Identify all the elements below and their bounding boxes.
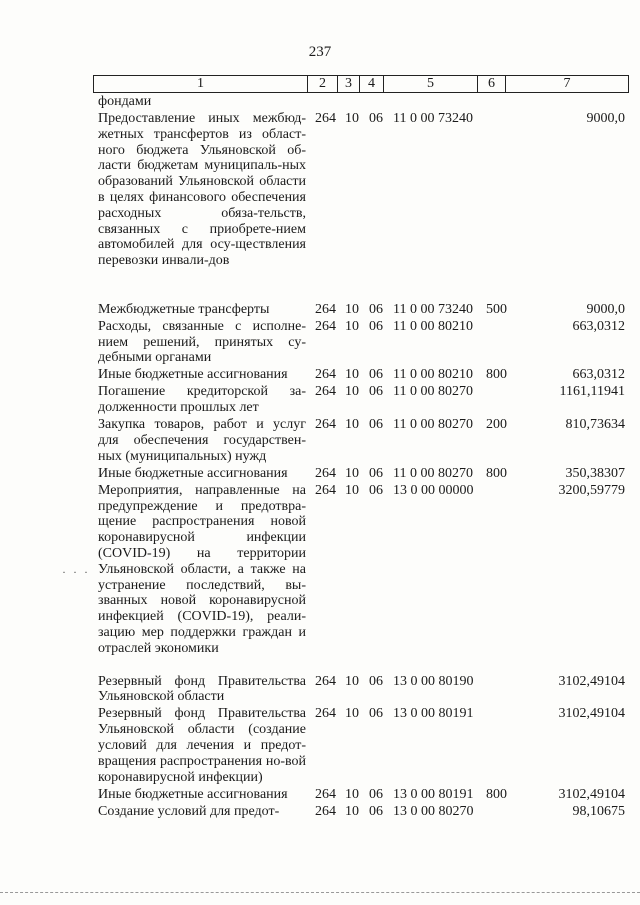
row-c3-value: 10	[345, 706, 359, 722]
row-c4-value: 06	[369, 482, 383, 498]
table-row	[0, 466, 640, 483]
row-c3-value: 10	[345, 803, 359, 819]
row-c7-value: 9000,0	[586, 301, 625, 317]
row-c7-value: 3102,49104	[558, 673, 625, 689]
row-c2-value: 264	[315, 803, 336, 819]
row-description: Межбюджетные трансферты	[98, 301, 270, 317]
row-c5-value: 11 0 00 73240	[393, 301, 473, 317]
table-body	[0, 94, 640, 821]
row-description: Резервный фонд Правительства Ульяновской области	[98, 673, 306, 705]
row-c7-value: 98,10675	[572, 803, 625, 819]
row-c5-value: 13 0 00 80191	[393, 706, 474, 722]
table-row	[0, 111, 640, 302]
row-c7-value: 1161,11941	[559, 384, 625, 400]
row-c3-value: 10	[345, 301, 359, 317]
row-c4-value: 06	[369, 786, 383, 802]
row-c4-value: 06	[369, 301, 383, 317]
margin-dots: · · ·	[62, 565, 90, 579]
row-c2-value: 264	[315, 482, 336, 498]
row-c6-value: 800	[486, 465, 507, 481]
row-description: Расходы, связанные с исполне-нием решений, принятых су-дебными органами	[98, 318, 306, 366]
row-c3-value: 10	[345, 111, 359, 126]
row-c7-value: 3102,49104	[558, 706, 625, 722]
row-c6-value: 200	[486, 417, 507, 433]
row-c2-value: 264	[315, 318, 336, 334]
table-row	[0, 483, 640, 674]
row-description: фондами	[98, 94, 152, 109]
header-col-5: 5	[384, 76, 478, 92]
header-col-3: 3	[338, 76, 360, 92]
row-description: Закупка товаров, работ и услуг для обеспечения государствен-ных (муниципальных) нужд	[98, 417, 306, 464]
table-row	[0, 787, 640, 804]
row-c4-value: 06	[369, 384, 383, 400]
header-col-2: 2	[308, 76, 338, 92]
row-c5-value: 11 0 00 80270	[393, 465, 473, 481]
header-col-6: 6	[478, 76, 506, 92]
row-c6-value: 800	[486, 367, 507, 383]
table-row	[0, 319, 640, 368]
table-header	[93, 75, 629, 93]
row-c5-value: 11 0 00 80270	[393, 417, 473, 433]
row-description: Иные бюджетные ассигнования	[98, 465, 288, 481]
header-col-4: 4	[360, 76, 384, 92]
row-c4-value: 06	[369, 706, 383, 722]
row-c2-value: 264	[315, 786, 336, 802]
row-c5-value: 13 0 00 80270	[393, 803, 474, 819]
row-c5-value: 11 0 00 73240	[393, 111, 473, 126]
row-c3-value: 10	[345, 384, 359, 400]
row-c5-value: 13 0 00 80190	[393, 673, 474, 689]
row-c4-value: 06	[369, 673, 383, 689]
header-col-1: 1	[94, 76, 308, 92]
row-description: Предоставление иных межбюд-жетных трансфертов из област-ного бюджета Ульяновской об-ласти бюджетам муниципаль-ных образований Ульяновской области в целях финансового обеспечения расходных обяза-тельств, связанных с приобрете-нием автомобилей для осу-ществления перевозки инвали-дов	[98, 111, 306, 269]
row-c4-value: 06	[369, 465, 383, 481]
row-description: Мероприятия, направленные на предупреждение и предотвра-щение распространения новой коронавирусной инфекции (COVID-19) на территории Ульяновской области, а также на устранение последствий, вы-званных новой коронавирусной инфекцией (COVID-19), реали-зацию мер поддержки граждан и отраслей экономики	[98, 482, 306, 656]
row-c2-value: 264	[315, 384, 336, 400]
row-c5-value: 11 0 00 80210	[393, 318, 473, 334]
row-description: Погашение кредиторской за-долженности прошлых лет	[98, 384, 306, 416]
table-row	[0, 417, 640, 466]
row-c3-value: 10	[345, 673, 359, 689]
header-col-7: 7	[563, 76, 571, 91]
row-c5-value: 11 0 00 80210	[393, 367, 473, 383]
row-c2-value: 264	[315, 367, 336, 383]
table-row	[0, 94, 640, 111]
row-c7-value: 9000,0	[586, 111, 625, 126]
row-c3-value: 10	[345, 465, 359, 481]
row-c7-value: 810,73634	[565, 417, 625, 433]
table-row	[0, 367, 640, 384]
row-c7-value: 350,38307	[565, 465, 625, 481]
row-c4-value: 06	[369, 367, 383, 383]
row-c4-value: 06	[369, 417, 383, 433]
row-description: Иные бюджетные ассигнования	[98, 786, 288, 802]
row-description: Иные бюджетные ассигнования	[98, 367, 288, 383]
row-c4-value: 06	[369, 318, 383, 334]
row-c2-value: 264	[315, 301, 336, 317]
row-c3-value: 10	[345, 417, 359, 433]
row-description: Резервный фонд Правительства Ульяновской области (создание условий для лечения и предот-вращения распространения но-вой коронавирусной инфекции)	[98, 706, 306, 785]
table-row	[0, 302, 640, 319]
row-c2-value: 264	[315, 111, 336, 126]
row-c2-value: 264	[315, 673, 336, 689]
table-row	[0, 384, 640, 417]
row-c4-value: 06	[369, 111, 383, 126]
row-c4-value: 06	[369, 803, 383, 819]
row-c2-value: 264	[315, 417, 336, 433]
row-c3-value: 10	[345, 318, 359, 334]
row-c7-value: 3102,49104	[558, 786, 625, 802]
row-c5-value: 11 0 00 80270	[393, 384, 473, 400]
table-row	[0, 804, 640, 821]
row-c2-value: 264	[315, 706, 336, 722]
row-c3-value: 10	[345, 482, 359, 498]
row-c6-value: 800	[486, 786, 507, 802]
table-row	[0, 706, 640, 786]
row-c6-value: 500	[486, 301, 507, 317]
page-bottom-edge	[0, 892, 640, 894]
page-number: 237	[308, 44, 332, 60]
row-c7-value: 663,0312	[572, 318, 625, 334]
row-c2-value: 264	[315, 465, 336, 481]
row-c7-value: 663,0312	[572, 367, 625, 383]
row-c5-value: 13 0 00 80191	[393, 786, 474, 802]
row-c7-value: 3200,59779	[558, 482, 625, 498]
row-c5-value: 13 0 00 00000	[393, 482, 474, 498]
row-c3-value: 10	[345, 367, 359, 383]
row-description: Создание условий для предот-	[98, 803, 280, 819]
row-c3-value: 10	[345, 786, 359, 802]
table-row	[0, 674, 640, 707]
